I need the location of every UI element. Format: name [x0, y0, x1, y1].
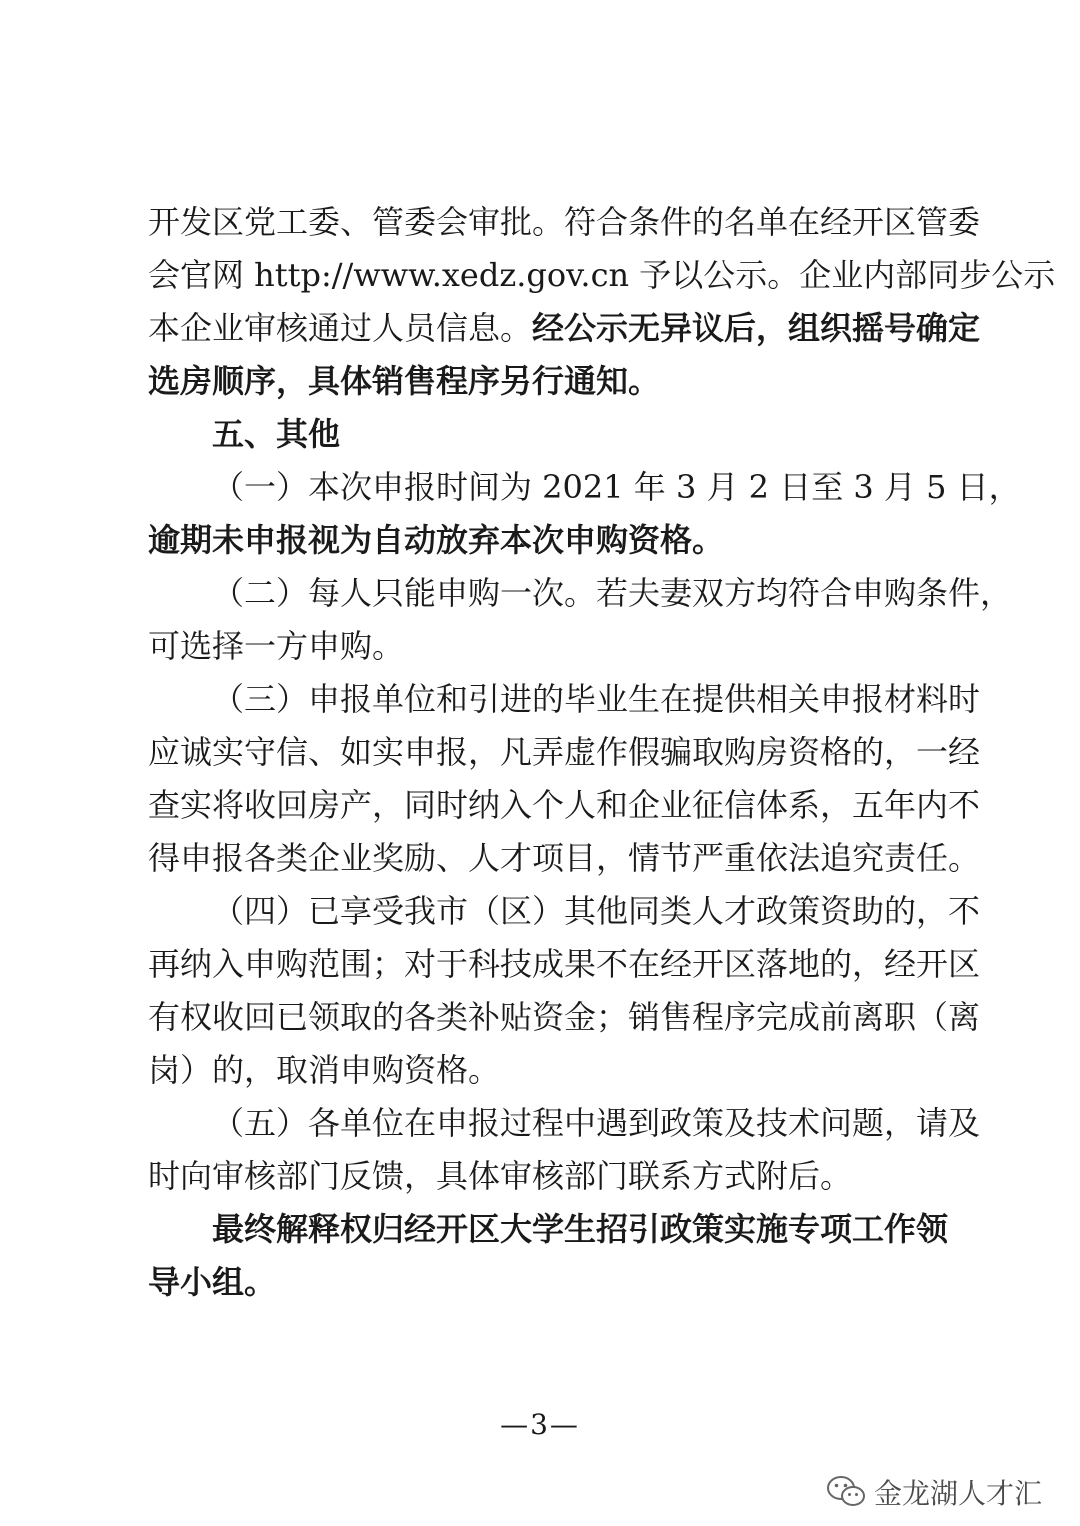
paragraph-line: 时向审核部门反馈，具体审核部门联系方式附后。 [148, 1157, 853, 1195]
paragraph-line: 选房顺序，具体销售程序另行通知。 [148, 362, 661, 400]
paragraph-line: 可选择一方申购。 [148, 627, 405, 665]
paragraph-line: 开发区党工委、管委会审批。符合条件的名单在经开区管委 [148, 203, 981, 241]
paragraph-line: 最终解释权归经开区大学生招引政策实施专项工作领 [212, 1210, 949, 1248]
paragraph-line: 逾期未申报视为自动放弃本次申购资格。 [148, 521, 725, 559]
wechat-icon [826, 1475, 866, 1509]
paragraph-bold-segment: 经公示无异议后，组织摇号确定 [532, 309, 981, 347]
paragraph-line: 得申报各类企业奖励、人才项目，情节严重依法追究责任。 [148, 839, 981, 877]
paragraph-line: 会官网 http://www.xedz.gov.cn 予以公示。企业内部同步公示 [148, 256, 1056, 294]
paragraph-line: 导小组。 [148, 1263, 277, 1301]
paragraph-line: 岗）的，取消申购资格。 [148, 1051, 501, 1089]
paragraph-line: （二）每人只能申购一次。若夫妻双方均符合申购条件， [212, 574, 1013, 612]
document-body [148, 196, 1056, 1309]
watermark-text: 金龙湖人才汇 [873, 1477, 1042, 1510]
paragraph-line: 查实将收回房产，同时纳入个人和企业征信体系，五年内不 [148, 786, 981, 824]
section-heading: 五、其他 [212, 415, 341, 453]
paragraph-line [148, 302, 981, 355]
paragraph-line: 再纳入申购范围；对于科技成果不在经开区落地的，经开区 [148, 945, 981, 983]
paragraph-line: （四）已享受我市（区）其他同类人才政策资助的，不 [212, 892, 981, 930]
paragraph-line: （一）本次申报时间为 2021 年 3 月 2 日至 3 月 5 日， [212, 468, 1021, 506]
watermark [826, 1472, 1042, 1512]
paragraph-line: 有权收回已领取的各类补贴资金；销售程序完成前离职（离 [148, 998, 981, 1036]
page-number: —3— [500, 1408, 580, 1441]
paragraph-segment: 本企业审核通过人员信息。 [148, 309, 533, 347]
paragraph-line: 应诚实守信、如实申报，凡弄虚作假骗取购房资格的，一经 [148, 733, 981, 771]
paragraph-line: （三）申报单位和引进的毕业生在提供相关申报材料时 [212, 680, 981, 718]
paragraph-line: （五）各单位在申报过程中遇到政策及技术问题，请及 [212, 1104, 981, 1142]
